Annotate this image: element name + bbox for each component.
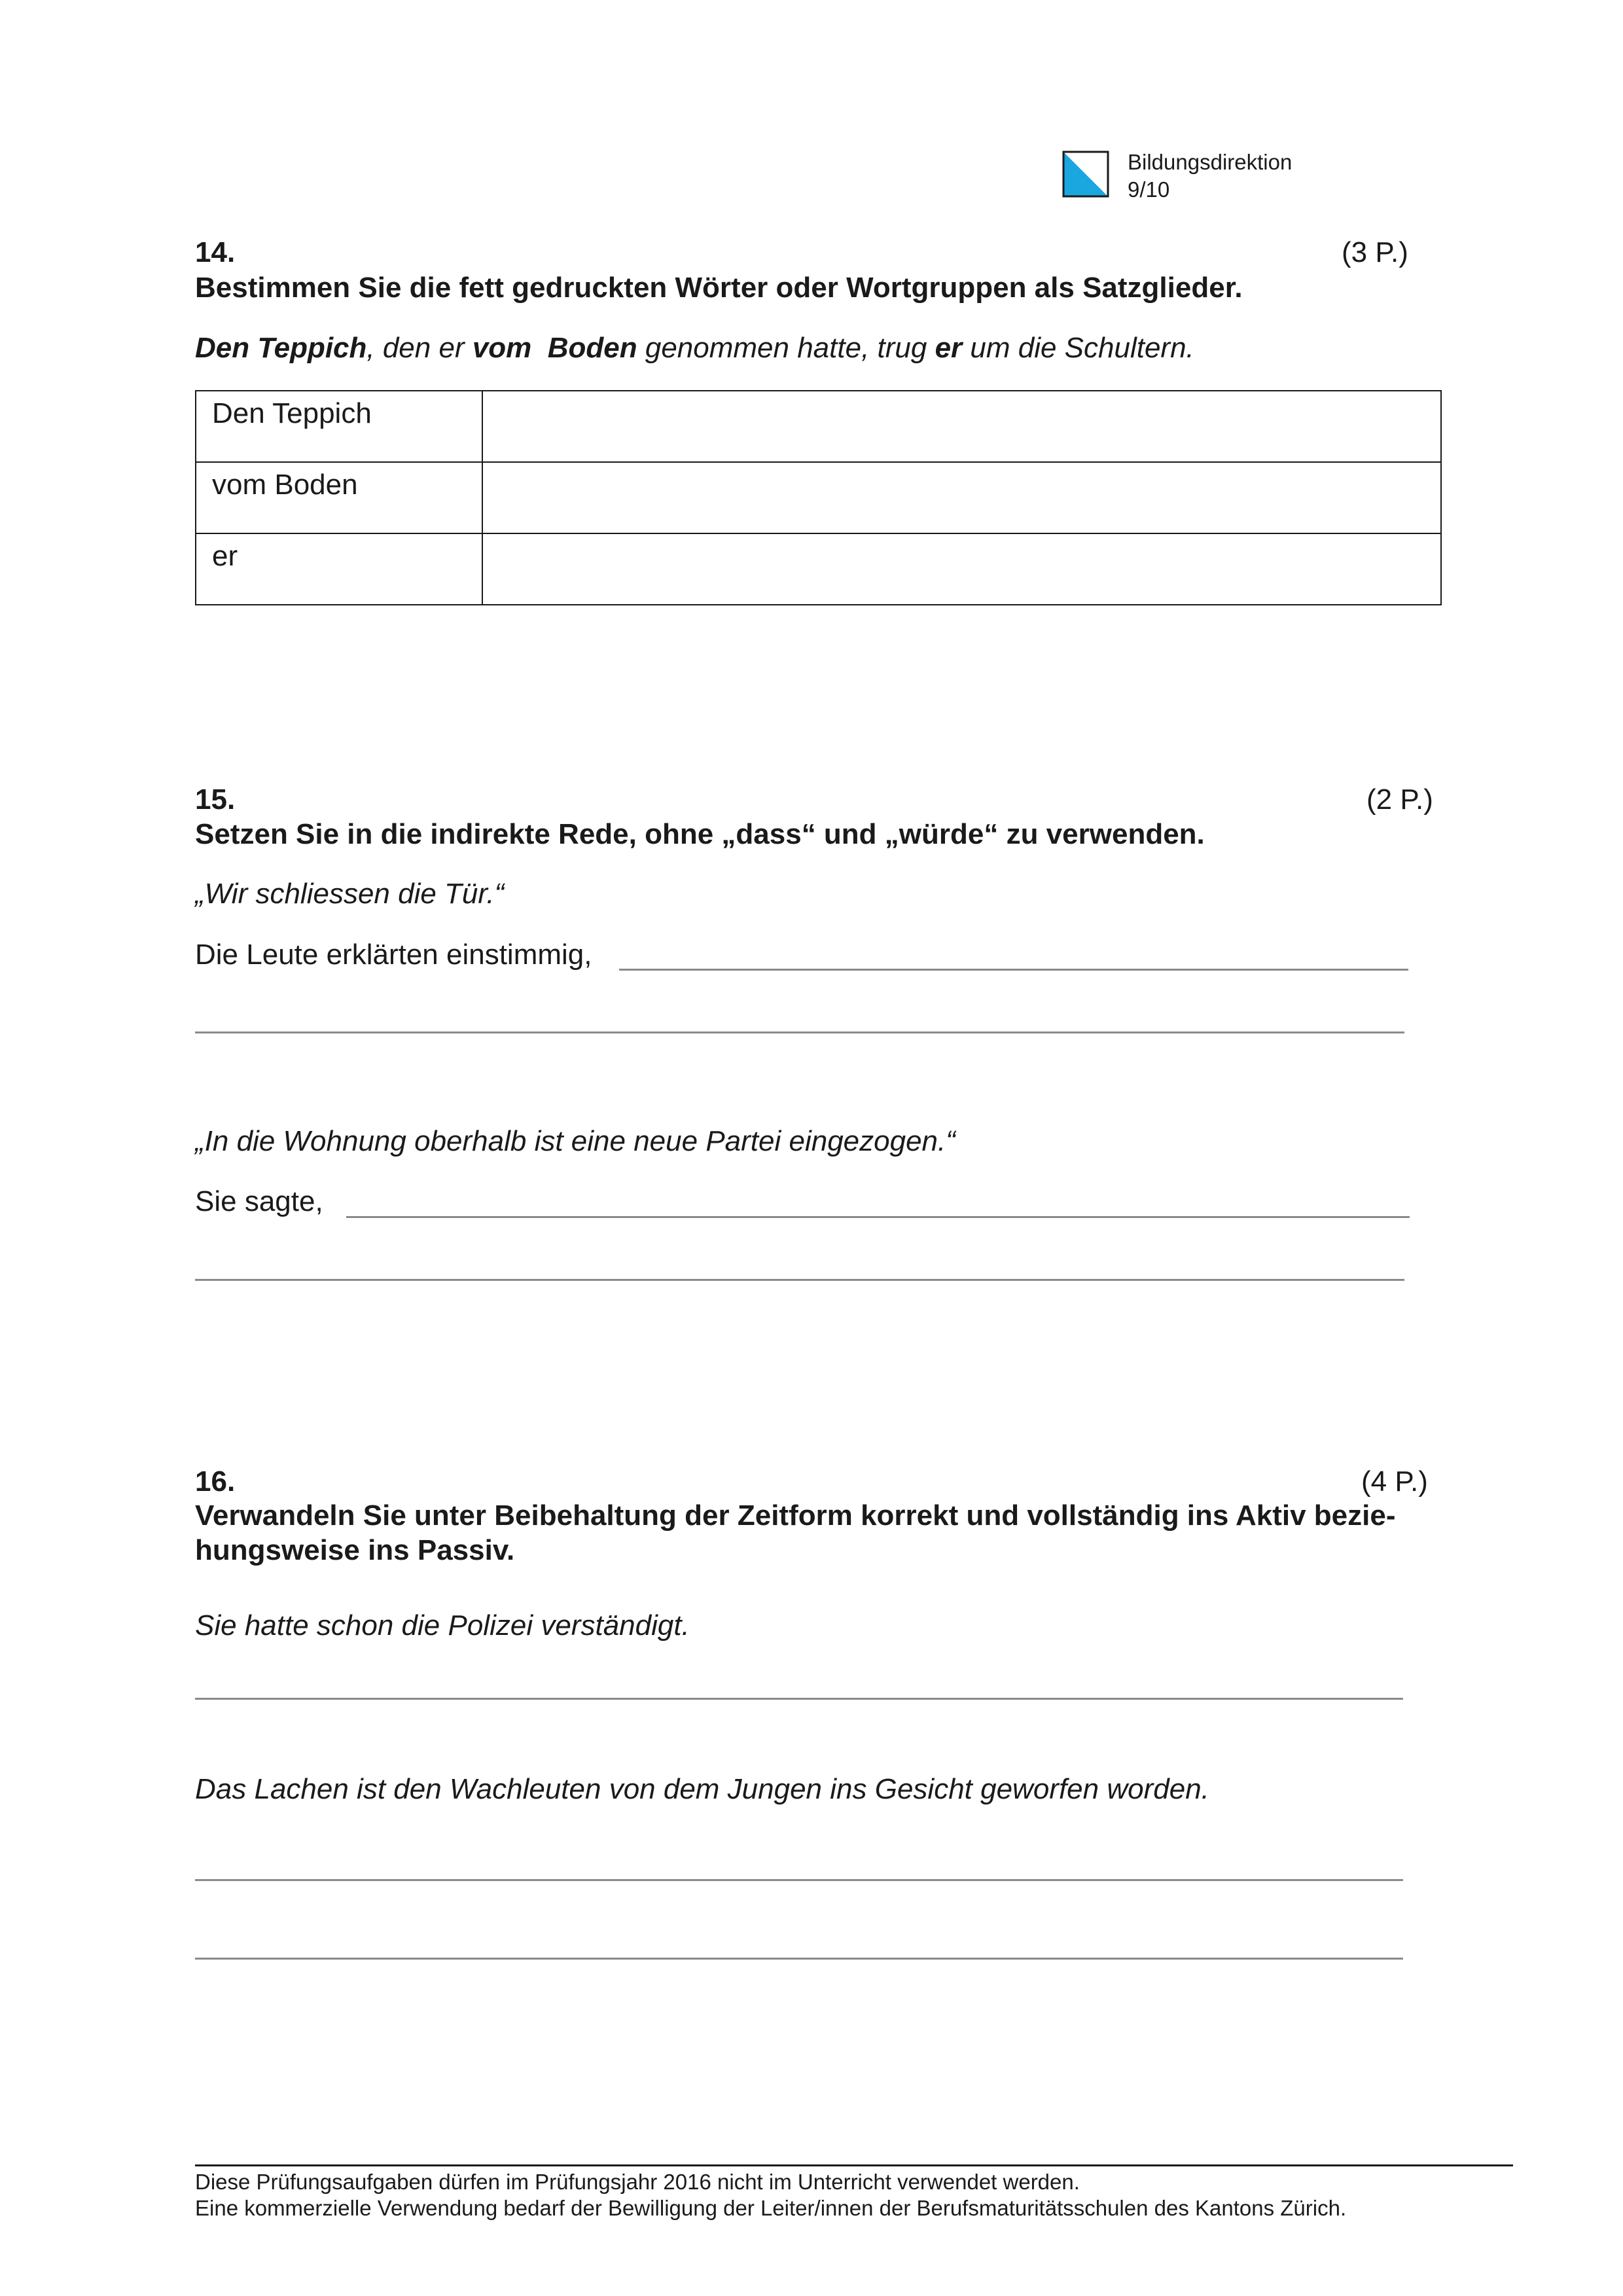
header-page-number: 9/10 [1128,177,1170,202]
q14-bold-den-teppich: Den Teppich [195,332,367,364]
answer-line[interactable] [195,1698,1403,1700]
q14-points: (3 P.) [1342,236,1408,268]
answer-line[interactable] [195,1958,1403,1960]
q15-number: 15. [195,783,236,816]
zurich-flag-icon [1062,151,1109,198]
q16-points: (4 P.) [1361,1465,1428,1498]
footer-line-1: Diese Prüfungsaufgaben dürfen im Prüfungsjahr 2016 nicht im Unterricht verwendet werden. [195,2170,1080,2194]
q15-points: (2 P.) [1366,783,1433,816]
answer-line[interactable] [195,1879,1403,1881]
footer-line-2: Eine kommerzielle Verwendung bedarf der Bewilligung der Leiter/innen der Berufsmaturitätsschulen des Kantons Zürich. [195,2196,1347,2220]
table-answer-cell[interactable] [482,462,1441,533]
footer-divider [195,2164,1513,2166]
answer-line[interactable] [195,1279,1404,1281]
q15-lead-2: Sie sagte, [195,1185,323,1217]
q14-instruction: Bestimmen Sie die fett gedruckten Wörter oder Wortgruppen als Satzglieder. [195,272,1243,304]
q14-number: 14. [195,236,236,268]
q16-sentence-2: Das Lachen ist den Wachleuten von dem Jungen ins Gesicht geworfen worden. [195,1773,1209,1805]
q14-bold-vom-boden: vom Boden [472,332,637,364]
q16-number: 16. [195,1465,236,1498]
table-row [196,462,1441,533]
q16-instruction-line-1: Verwandeln Sie unter Beibehaltung der Zeitform korrekt und vollständig ins Aktiv bezie- [195,1499,1396,1532]
table-answer-cell[interactable] [482,391,1441,462]
q16-instruction-line-2: hungsweise ins Passiv. [195,1534,515,1566]
answer-line[interactable] [346,1216,1410,1218]
q16-sentence-1: Sie hatte schon die Polizei verständigt. [195,1609,690,1641]
q15-instruction: Setzen Sie in die indirekte Rede, ohne „dass“ und „würde“ zu verwenden. [195,818,1205,850]
q15-quote-2: „In die Wohnung oberhalb ist eine neue Partei eingezogen.“ [195,1125,955,1157]
table-answer-cell[interactable] [482,533,1441,605]
q14-sentence: Den Teppich, den er vom Boden genommen hatte, trug er um die Schultern. [195,332,1194,364]
table-row [196,391,1441,462]
table-term: Den Teppich [196,391,482,462]
q14-answer-table [195,390,1442,605]
header-org: Bildungsdirektion [1128,150,1293,174]
answer-line[interactable] [619,969,1408,971]
table-term: er [196,533,482,605]
q15-quote-1: „Wir schliessen die Tür.“ [195,878,505,910]
q14-bold-er: er [935,332,963,364]
answer-line[interactable] [195,1031,1404,1033]
table-row [196,533,1441,605]
table-term: vom Boden [196,462,482,533]
q15-lead-1: Die Leute erklärten einstimmig, [195,939,592,971]
